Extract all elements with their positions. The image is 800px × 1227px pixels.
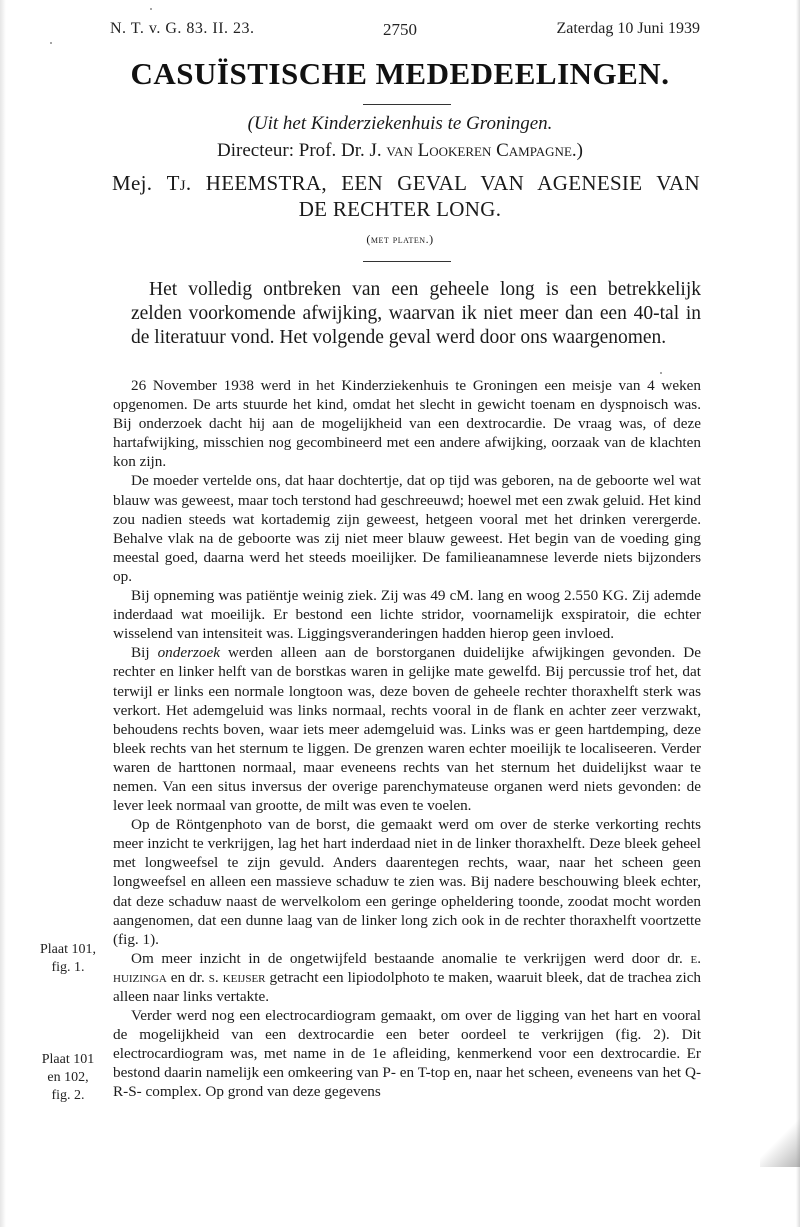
- article-note: (met platen.): [366, 232, 434, 246]
- article-body: [113, 376, 701, 1102]
- person-huizinga: e. huizinga: [113, 949, 702, 986]
- scan-speck: [150, 8, 152, 10]
- margin-note-plate-101: [28, 941, 108, 977]
- paragraph-lipiodol: [113, 949, 701, 1006]
- scan-speck: [50, 42, 52, 44]
- running-header: [110, 20, 700, 44]
- institution-line: (Uit het Kinderziekenhuis te Groningen.: [247, 113, 553, 134]
- director-prefix: Directeur: Prof. Dr. J.: [217, 140, 382, 161]
- article-title-line-1: [112, 171, 700, 196]
- section-title: CASUÏSTISCHE MEDEDEELINGEN.: [130, 56, 670, 91]
- paragraph-xray: Op de Röntgenphoto van de borst, die gemaakt werd om over de sterke verkorting rechts meer inzicht te verkrijgen, lag het hart inderdaad niet in de linker thoraxhelft. Deze bleek geheel met longweefsel te zijn gevuld. Anders daarentegen rechts, waar, naar het scheen geen longweefsel en alleen een massieve schaduw te zien was. Bij nadere beschouwing bleek echter, dat deze schaduw naast de wervelkolom een geringe opheldering toonde, zoodat mocht worden aangenomen, dat een dunne laag van de linker long zich ook in de rechter thoraxhelft voortzette (fig. 1).: [113, 816, 701, 948]
- director-line: [0, 140, 800, 162]
- director-name: van Lookeren Campagne.): [386, 140, 583, 161]
- page-left-edge: [0, 0, 6, 1227]
- paragraph-history: De moeder vertelde ons, dat haar dochtertje, dat op tijd was geboren, na de geboorte wel wat blauw was geweest, maar toch terstond had geschreeuwd; hoewel met een zwak geluid. Het kind zou nadien steeds wat kortademig zijn geweest, hetgeen vooral met het drinken verergerde. Behalve vlak na de geboorte was zij niet meer blauw geweest. Het begin van de voeding ging meestal goed, daarna werd het steeds moeilijker. De familieanamnese leverde niets bijzonders op.: [113, 472, 701, 585]
- examination-lead: Bij: [131, 644, 150, 662]
- issue-date: Zaterdag 10 Juni 1939: [556, 20, 700, 37]
- abstract: Het volledig ontbreken van een geheele long is een betrekkelijk zelden voorkomende afwijking, waarvan ik niet meer dan een 40-tal in de literatuur vond. Het volgende geval werd door ons waargenomen.: [131, 279, 701, 348]
- journal-reference: N. T. v. G. 83. II. 23.: [110, 20, 255, 37]
- lipiodol-mid: en dr.: [170, 968, 205, 986]
- page-right-edge: [796, 0, 800, 1227]
- lipiodol-lead: Om meer inzicht in de ongetwijfeld bestaande anomalie te verkrijgen werd door dr.: [131, 949, 683, 967]
- margin-note-line: Plaat 101,: [40, 942, 96, 957]
- person-keijser: s. keijser: [208, 968, 266, 986]
- author-initial: Tj.: [166, 171, 192, 195]
- header-divider: [363, 261, 451, 262]
- margin-note-line: fig. 2.: [51, 1088, 85, 1103]
- margin-note-line: fig. 1.: [51, 960, 85, 975]
- paragraph-examination: [113, 643, 701, 815]
- paragraph-admission: 26 November 1938 werd in het Kinderziekenhuis te Groningen een meisje van 4 weken opgenomen. De arts stuurde het kind, omdat het slecht in gewicht toenam en dyspnoisch was. Bij onderzoek dacht hij aan de mogelijkheid van een dextrocardie. De vraag was, of deze hartafwijking, misschien nog gecombineerd met een andere afwijking, oorzaak van de klachten kon zijn.: [113, 377, 701, 471]
- margin-note-plate-101-102: [28, 1051, 108, 1105]
- paragraph-condition: Bij opneming was patiëntje weinig ziek. Zij was 49 cM. lang en woog 2.550 KG. Zij ademde inderdaad wat moeilijk. Er bestond een lichte stridor, voornamelijk exspiratoir, die echter wisselend van intensiteit was. Liggingsveranderingen hadden hierop geen invloed.: [113, 587, 701, 643]
- lipiodol-text: getracht een lipiodolphoto te maken, waaruit bleek, dat de trachea zich alleen naar links vertakte.: [113, 968, 702, 1005]
- paragraph-ecg: Verder werd nog een electrocardiogram gemaakt, om over de ligging van het hart en vooral de mogelijkheid van een dextrocardie een beter oordeel te verkrijgen (fig. 2). Dit electrocardiogram was, met name in de 1e afleiding, kenmerkend voor een dextrocardie. Er bestond daarin namelijk een omkeering van P- en T-top en, naar het scheen, eveneens van het Q-R-S- complex. Op grond van deze gegevens: [113, 1007, 701, 1101]
- margin-note-line: Plaat 101: [41, 1052, 95, 1067]
- examination-emphasis: onderzoek: [157, 644, 220, 662]
- scan-speck: [660, 372, 662, 374]
- page-number: 2750: [383, 20, 417, 39]
- examination-text: werden alleen aan de borstorganen duidelijke afwijkingen gevonden. De rechter en linker helft van de borstkas waren in gelijke mate gewelfd. Bij percussie trof het, dat terwijl er links een normale longtoon was, deze boven de geheele rechter thoraxhelft sterk was verkort. Het ademgeluid was links normaal, rechts vooral in de flank en achter zeer verzwakt, behoudens rechts boven, waar iets meer ademgeluid was. Links was er geen hartdemping, deze bleek rechts van het sternum te liggen. De grenzen waren echter moeilijk te localiseeren. Verder waren de harttonen normaal, maar eveneens rechts van het sternum het duidelijkst waar te nemen. Van een situs inversus der overige parenchymateuse organen werd niets gevonden: de lever leek normaal van grootte, de milt was even te voelen.: [113, 644, 702, 815]
- article-title-line-2: DE RECHTER LONG.: [298, 197, 502, 221]
- author-prefix: Mej.: [112, 171, 153, 195]
- article-title-part-1: HEEMSTRA, EEN GEVAL VAN AGENESIE VAN: [205, 171, 700, 195]
- page-corner-shadow: [760, 1107, 800, 1167]
- title-divider: [363, 104, 451, 105]
- margin-note-line: en 102,: [47, 1070, 89, 1085]
